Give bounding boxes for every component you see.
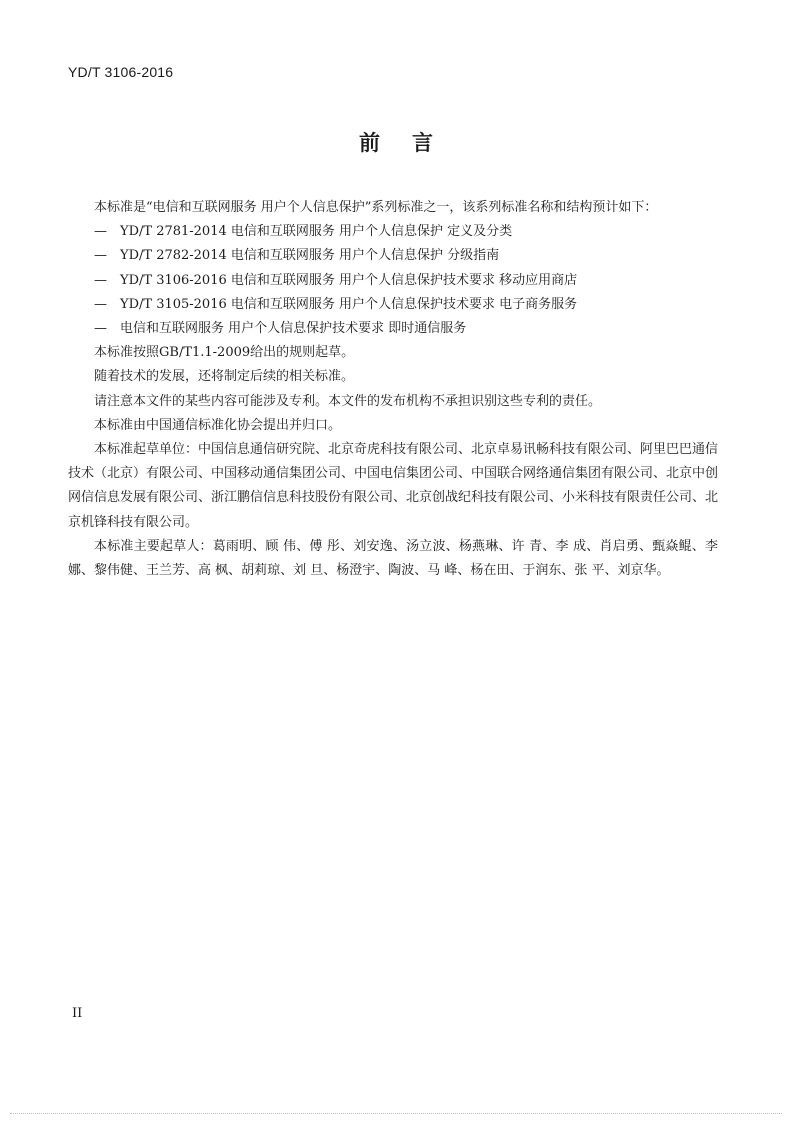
patent-notice-paragraph: 请注意本文件的某些内容可能涉及专利。本文件的发布机构不承担识别这些专利的责任。 xyxy=(94,393,602,409)
drafters-paragraph: 本标准主要起草人：葛雨明、顾 伟、傅 彤、刘安逸、汤立波、杨燕琳、许 青、李 成、肖启勇、甄焱鲲、李 娜、黎伟健、王兰芳、高 枫、胡莉琼、刘 旦、杨澄宇、陶波、马 峰、杨在田、于润东、张 平、刘京华。 xyxy=(68,538,718,579)
bottom-divider xyxy=(10,1113,782,1114)
drafting-units-paragraph: 本标准起草单位：中国信息通信研究院、北京奇虎科技有限公司、北京卓易讯畅科技有限公司、阿里巴巴通信技术（北京）有限公司、中国移动通信集团公司、中国电信集团公司、中国联合网络通信集团有限公司、北京中创网信信息发展有限公司、浙江鹏信信息科技股份有限公司、北京创战纪科技有限公司、小米科技有限责任公司、北京机锋科技有限公司。 xyxy=(68,442,719,530)
list-dash: — xyxy=(94,224,107,240)
list-item-text: 电信和互联网服务 用户个人信息保护技术要求 即时通信服务 xyxy=(120,321,467,337)
list-dash: — xyxy=(94,272,107,288)
list-dash: — xyxy=(94,248,107,264)
list-dash: — xyxy=(94,321,107,337)
page-number: II xyxy=(72,1006,83,1021)
list-dash: — xyxy=(94,296,107,312)
series-list-item xyxy=(68,293,718,317)
title-char-2: 言 xyxy=(412,131,433,155)
foreword-body xyxy=(68,196,718,583)
drafting-rules-paragraph: 本标准按照GB/T1.1-2009给出的规则起草。 xyxy=(94,345,355,361)
series-list-item xyxy=(68,317,718,341)
intro-paragraph: 本标准是“电信和互联网服务 用户个人信息保护”系列标准之一，该系列标准名称和结构预计如下： xyxy=(94,200,658,215)
series-list-item xyxy=(68,244,718,268)
standard-code: YD/T 3106-2016 xyxy=(68,64,174,80)
proposer-paragraph: 本标准由中国通信标准化协会提出并归口。 xyxy=(94,417,342,433)
future-standards-paragraph: 随着技术的发展，还将制定后续的相关标准。 xyxy=(94,369,355,385)
series-list-item xyxy=(68,269,718,293)
list-item-text: YD/T 2781-2014 电信和互联网服务 用户个人信息保护 定义及分类 xyxy=(120,224,513,240)
title-char-1: 前 xyxy=(359,131,380,155)
series-list-item xyxy=(68,220,718,244)
list-item-text: YD/T 3106-2016 电信和互联网服务 用户个人信息保护技术要求 移动应用商店 xyxy=(120,272,578,288)
page-title xyxy=(0,127,792,157)
list-item-text: YD/T 3105-2016 电信和互联网服务 用户个人信息保护技术要求 电子商务服务 xyxy=(120,296,578,312)
list-item-text: YD/T 2782-2014 电信和互联网服务 用户个人信息保护 分级指南 xyxy=(120,248,500,264)
